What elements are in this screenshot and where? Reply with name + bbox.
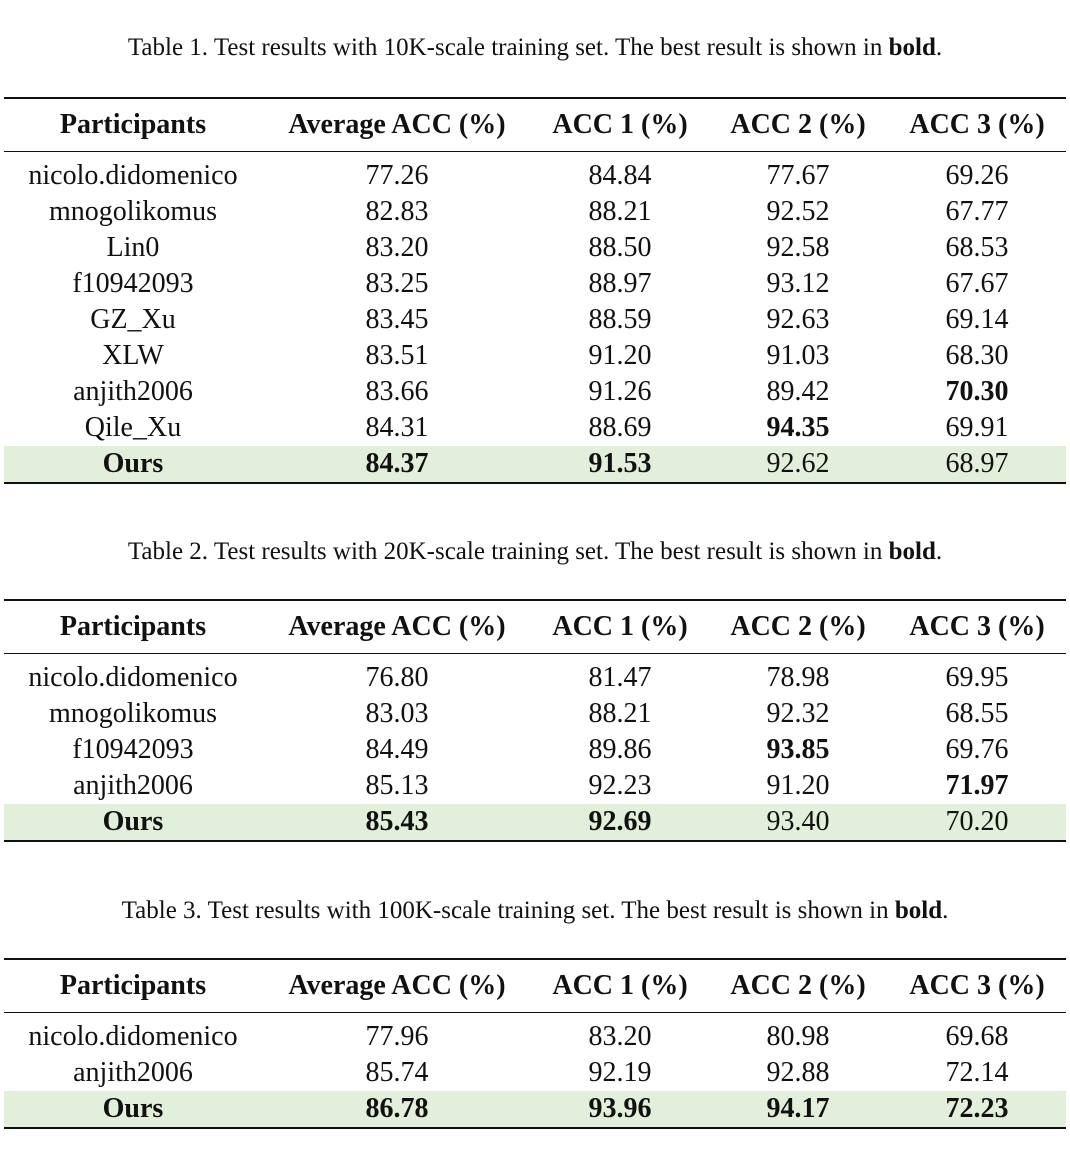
results-table-20k xyxy=(4,599,1066,842)
table-2-caption: Table 2. Test results with 20K-scale training set. The best result is shown in bold. xyxy=(127,538,943,565)
cell-acc-3-best: 70.30 xyxy=(945,376,1009,407)
table-row xyxy=(4,768,1066,804)
table-row xyxy=(4,374,1066,410)
cell-participant: Lin0 xyxy=(106,232,160,263)
cell-acc-2: 93.12 xyxy=(766,268,830,299)
cell-acc-2: 92.52 xyxy=(766,196,830,227)
results-table-100k xyxy=(4,958,1066,1129)
cell-average-acc: 77.26 xyxy=(365,160,429,191)
col-acc-3: ACC 3 (%) xyxy=(909,109,1045,140)
col-average-acc: Average ACC (%) xyxy=(288,970,506,1001)
cell-participant: f10942093 xyxy=(72,268,194,299)
cell-participant: GZ_Xu xyxy=(90,304,176,335)
cell-acc-1: 88.69 xyxy=(588,412,652,443)
col-average-acc: Average ACC (%) xyxy=(288,611,506,642)
col-participants: Participants xyxy=(59,611,207,642)
cell-acc-1-best: 91.53 xyxy=(532,446,708,483)
cell-acc-2: 78.98 xyxy=(766,662,830,693)
cell-participant-ours: Ours xyxy=(4,804,262,841)
cell-average-acc-best: 84.37 xyxy=(262,446,532,483)
cell-participant: nicolo.didomenico xyxy=(28,1021,238,1052)
cell-acc-2: 93.40 xyxy=(708,804,888,841)
cell-participant: nicolo.didomenico xyxy=(28,662,238,693)
col-participants: Participants xyxy=(59,109,207,140)
cell-acc-3-best: 71.97 xyxy=(945,770,1009,801)
table-row xyxy=(4,654,1066,697)
table-row xyxy=(4,732,1066,768)
cell-acc-2: 92.32 xyxy=(766,698,830,729)
cell-acc-2-best: 94.35 xyxy=(766,412,830,443)
cell-acc-1-best: 93.96 xyxy=(532,1091,708,1128)
cell-acc-1: 81.47 xyxy=(588,662,652,693)
table-row xyxy=(4,266,1066,302)
cell-average-acc: 83.66 xyxy=(365,376,429,407)
cell-participant: anjith2006 xyxy=(73,770,193,801)
cell-acc-3: 68.30 xyxy=(945,340,1009,371)
table-3-caption: Table 3. Test results with 100K-scale training set. The best result is shown in bold. xyxy=(121,897,949,924)
table-row xyxy=(4,410,1066,446)
cell-acc-2: 77.67 xyxy=(766,160,830,191)
cell-average-acc: 83.51 xyxy=(365,340,429,371)
table-header-row xyxy=(4,600,1066,654)
col-acc-3: ACC 3 (%) xyxy=(909,970,1045,1001)
cell-participant-ours: Ours xyxy=(4,446,262,483)
cell-acc-2: 92.63 xyxy=(766,304,830,335)
cell-average-acc: 83.03 xyxy=(365,698,429,729)
cell-acc-3: 69.76 xyxy=(945,734,1009,765)
cell-average-acc: 76.80 xyxy=(365,662,429,693)
table-row xyxy=(4,1055,1066,1091)
cell-acc-2-best: 93.85 xyxy=(766,734,830,765)
table-row xyxy=(4,194,1066,230)
cell-acc-2: 80.98 xyxy=(766,1021,830,1052)
table-row xyxy=(4,152,1066,195)
cell-average-acc: 82.83 xyxy=(365,196,429,227)
cell-average-acc: 83.25 xyxy=(365,268,429,299)
cell-average-acc: 84.31 xyxy=(365,412,429,443)
table-row xyxy=(4,230,1066,266)
cell-acc-1: 88.59 xyxy=(588,304,652,335)
ours-row xyxy=(4,1091,1066,1128)
cell-participant: nicolo.didomenico xyxy=(28,160,238,191)
cell-acc-2: 91.20 xyxy=(766,770,830,801)
cell-average-acc-best: 86.78 xyxy=(262,1091,532,1128)
cell-acc-3: 72.14 xyxy=(945,1057,1009,1088)
table-1-caption: Table 1. Test results with 10K-scale training set. The best result is shown in bold. xyxy=(127,34,943,61)
cell-acc-3: 69.26 xyxy=(945,160,1009,191)
cell-acc-2: 89.42 xyxy=(766,376,830,407)
cell-acc-3: 69.95 xyxy=(945,662,1009,693)
cell-participant: mnogolikomus xyxy=(48,698,217,729)
cell-acc-1: 91.20 xyxy=(588,340,652,371)
cell-acc-2-best: 94.17 xyxy=(708,1091,888,1128)
cell-acc-3: 70.20 xyxy=(888,804,1066,841)
table-header-row xyxy=(4,98,1066,152)
cell-acc-3: 68.53 xyxy=(945,232,1009,263)
cell-acc-3: 67.77 xyxy=(945,196,1009,227)
cell-average-acc: 84.49 xyxy=(365,734,429,765)
cell-acc-1: 83.20 xyxy=(588,1021,652,1052)
cell-acc-2: 92.88 xyxy=(766,1057,830,1088)
cell-average-acc: 85.74 xyxy=(365,1057,429,1088)
cell-acc-3: 67.67 xyxy=(945,268,1009,299)
results-table-10k xyxy=(4,97,1066,484)
cell-acc-2: 92.58 xyxy=(766,232,830,263)
cell-acc-3: 69.68 xyxy=(945,1021,1009,1052)
cell-acc-1: 88.50 xyxy=(588,232,652,263)
cell-acc-2: 91.03 xyxy=(766,340,830,371)
table-row xyxy=(4,696,1066,732)
cell-participant: mnogolikomus xyxy=(48,196,217,227)
cell-participant: XLW xyxy=(102,340,164,371)
cell-average-acc: 85.13 xyxy=(365,770,429,801)
cell-acc-1: 88.21 xyxy=(588,196,652,227)
table-row xyxy=(4,338,1066,374)
col-acc-2: ACC 2 (%) xyxy=(730,970,866,1001)
cell-participant: f10942093 xyxy=(72,734,194,765)
col-acc-1: ACC 1 (%) xyxy=(552,611,688,642)
cell-participant: anjith2006 xyxy=(73,1057,193,1088)
cell-acc-1: 88.21 xyxy=(588,698,652,729)
cell-acc-1: 84.84 xyxy=(588,160,652,191)
cell-acc-1: 92.19 xyxy=(588,1057,652,1088)
cell-acc-1-best: 92.69 xyxy=(532,804,708,841)
col-acc-3: ACC 3 (%) xyxy=(909,611,1045,642)
col-acc-1: ACC 1 (%) xyxy=(552,109,688,140)
col-acc-2: ACC 2 (%) xyxy=(730,109,866,140)
cell-acc-3: 69.14 xyxy=(945,304,1009,335)
cell-participant: Qile_Xu xyxy=(84,412,182,443)
cell-participant: anjith2006 xyxy=(73,376,193,407)
cell-participant-ours: Ours xyxy=(4,1091,262,1128)
cell-average-acc: 83.45 xyxy=(365,304,429,335)
col-average-acc: Average ACC (%) xyxy=(288,109,506,140)
cell-acc-3: 69.91 xyxy=(945,412,1009,443)
cell-acc-3: 68.97 xyxy=(888,446,1066,483)
cell-acc-3: 68.55 xyxy=(945,698,1009,729)
cell-average-acc: 83.20 xyxy=(365,232,429,263)
cell-acc-2: 92.62 xyxy=(708,446,888,483)
cell-average-acc-best: 85.43 xyxy=(262,804,532,841)
ours-row xyxy=(4,446,1066,483)
cell-acc-3-best: 72.23 xyxy=(888,1091,1066,1128)
table-header-row xyxy=(4,959,1066,1013)
col-acc-1: ACC 1 (%) xyxy=(552,970,688,1001)
col-acc-2: ACC 2 (%) xyxy=(730,611,866,642)
cell-acc-1: 88.97 xyxy=(588,268,652,299)
cell-average-acc: 77.96 xyxy=(365,1021,429,1052)
cell-acc-1: 89.86 xyxy=(588,734,652,765)
table-row xyxy=(4,302,1066,338)
ours-row xyxy=(4,804,1066,841)
cell-acc-1: 91.26 xyxy=(588,376,652,407)
col-participants: Participants xyxy=(59,970,207,1001)
cell-acc-1: 92.23 xyxy=(588,770,652,801)
table-row xyxy=(4,1013,1066,1056)
